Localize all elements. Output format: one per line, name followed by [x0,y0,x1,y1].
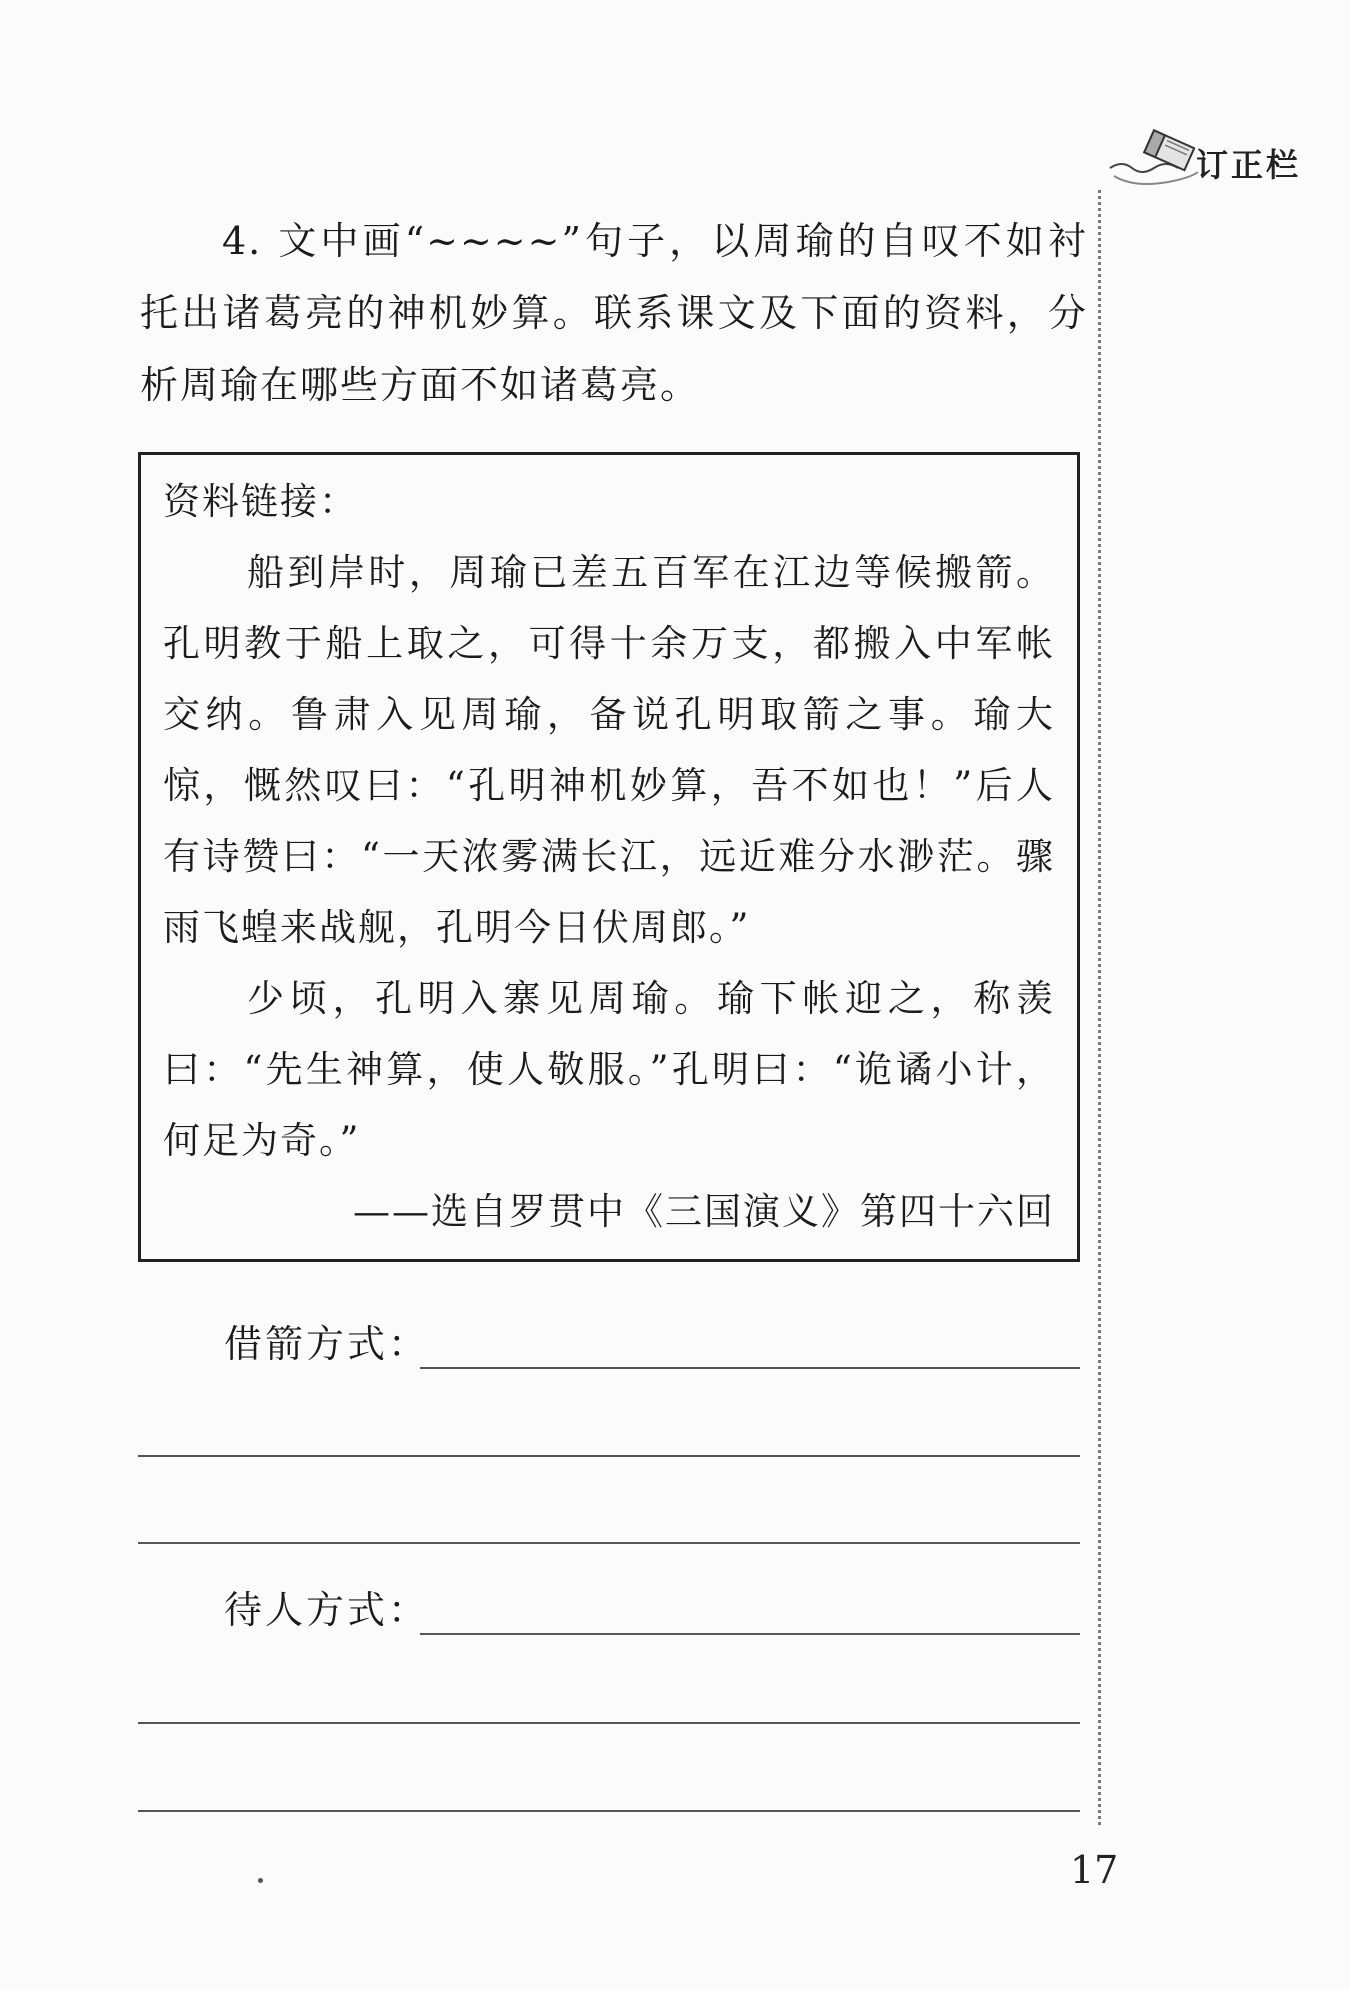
answer-line-4[interactable] [420,1633,1080,1635]
correction-column-divider [1098,190,1101,1825]
answer-line-6[interactable] [138,1810,1080,1812]
material-paragraph-2: 少顷，孔明入寨见周瑜。瑜下帐迎之，称羡曰：“先生神算，使人敬服。”孔明曰：“诡谲小计，何足为奇。” [163,977,1055,1162]
page-number: 17 [1070,1848,1119,1892]
material-box [138,452,1080,1262]
correction-column-header [1108,128,1328,198]
correction-column-label: 订正栏 [1196,146,1302,184]
answer-line-5[interactable] [138,1722,1080,1724]
answer-line-1[interactable] [420,1367,1080,1369]
question-4-text: 4. 文中画“~~~~”句子，以周瑜的自叹不如衬托出诸葛亮的神机妙算。联系课文及下面的资料，分析周瑜在哪些方面不如诸葛亮。 [140,219,1088,407]
answer-line-2[interactable] [138,1455,1080,1457]
material-source: ——选自罗贯中《三国演义》第四十六回 [353,1190,1055,1233]
material-title: 资料链接： [163,480,358,523]
print-speck [258,1878,263,1883]
answer-line-3[interactable] [138,1542,1080,1544]
answer-label-borrowing-method: 借箭方式： [224,1322,430,1366]
pencil-eraser-icon [1108,128,1203,188]
answer-label-treatment-of-others: 待人方式： [224,1588,430,1632]
material-paragraph-1: 船到岸时，周瑜已差五百军在江边等候搬箭。孔明教于船上取之，可得十余万支，都搬入中军帐交纳。鲁肃入见周瑜，备说孔明取箭之事。瑜大惊，慨然叹曰：“孔明神机妙算，吾不如也！”后人有诗赞曰：“一天浓雾满长江，远近难分水渺茫。骤雨飞蝗来战舰，孔明今日伏周郎。” [163,551,1055,949]
